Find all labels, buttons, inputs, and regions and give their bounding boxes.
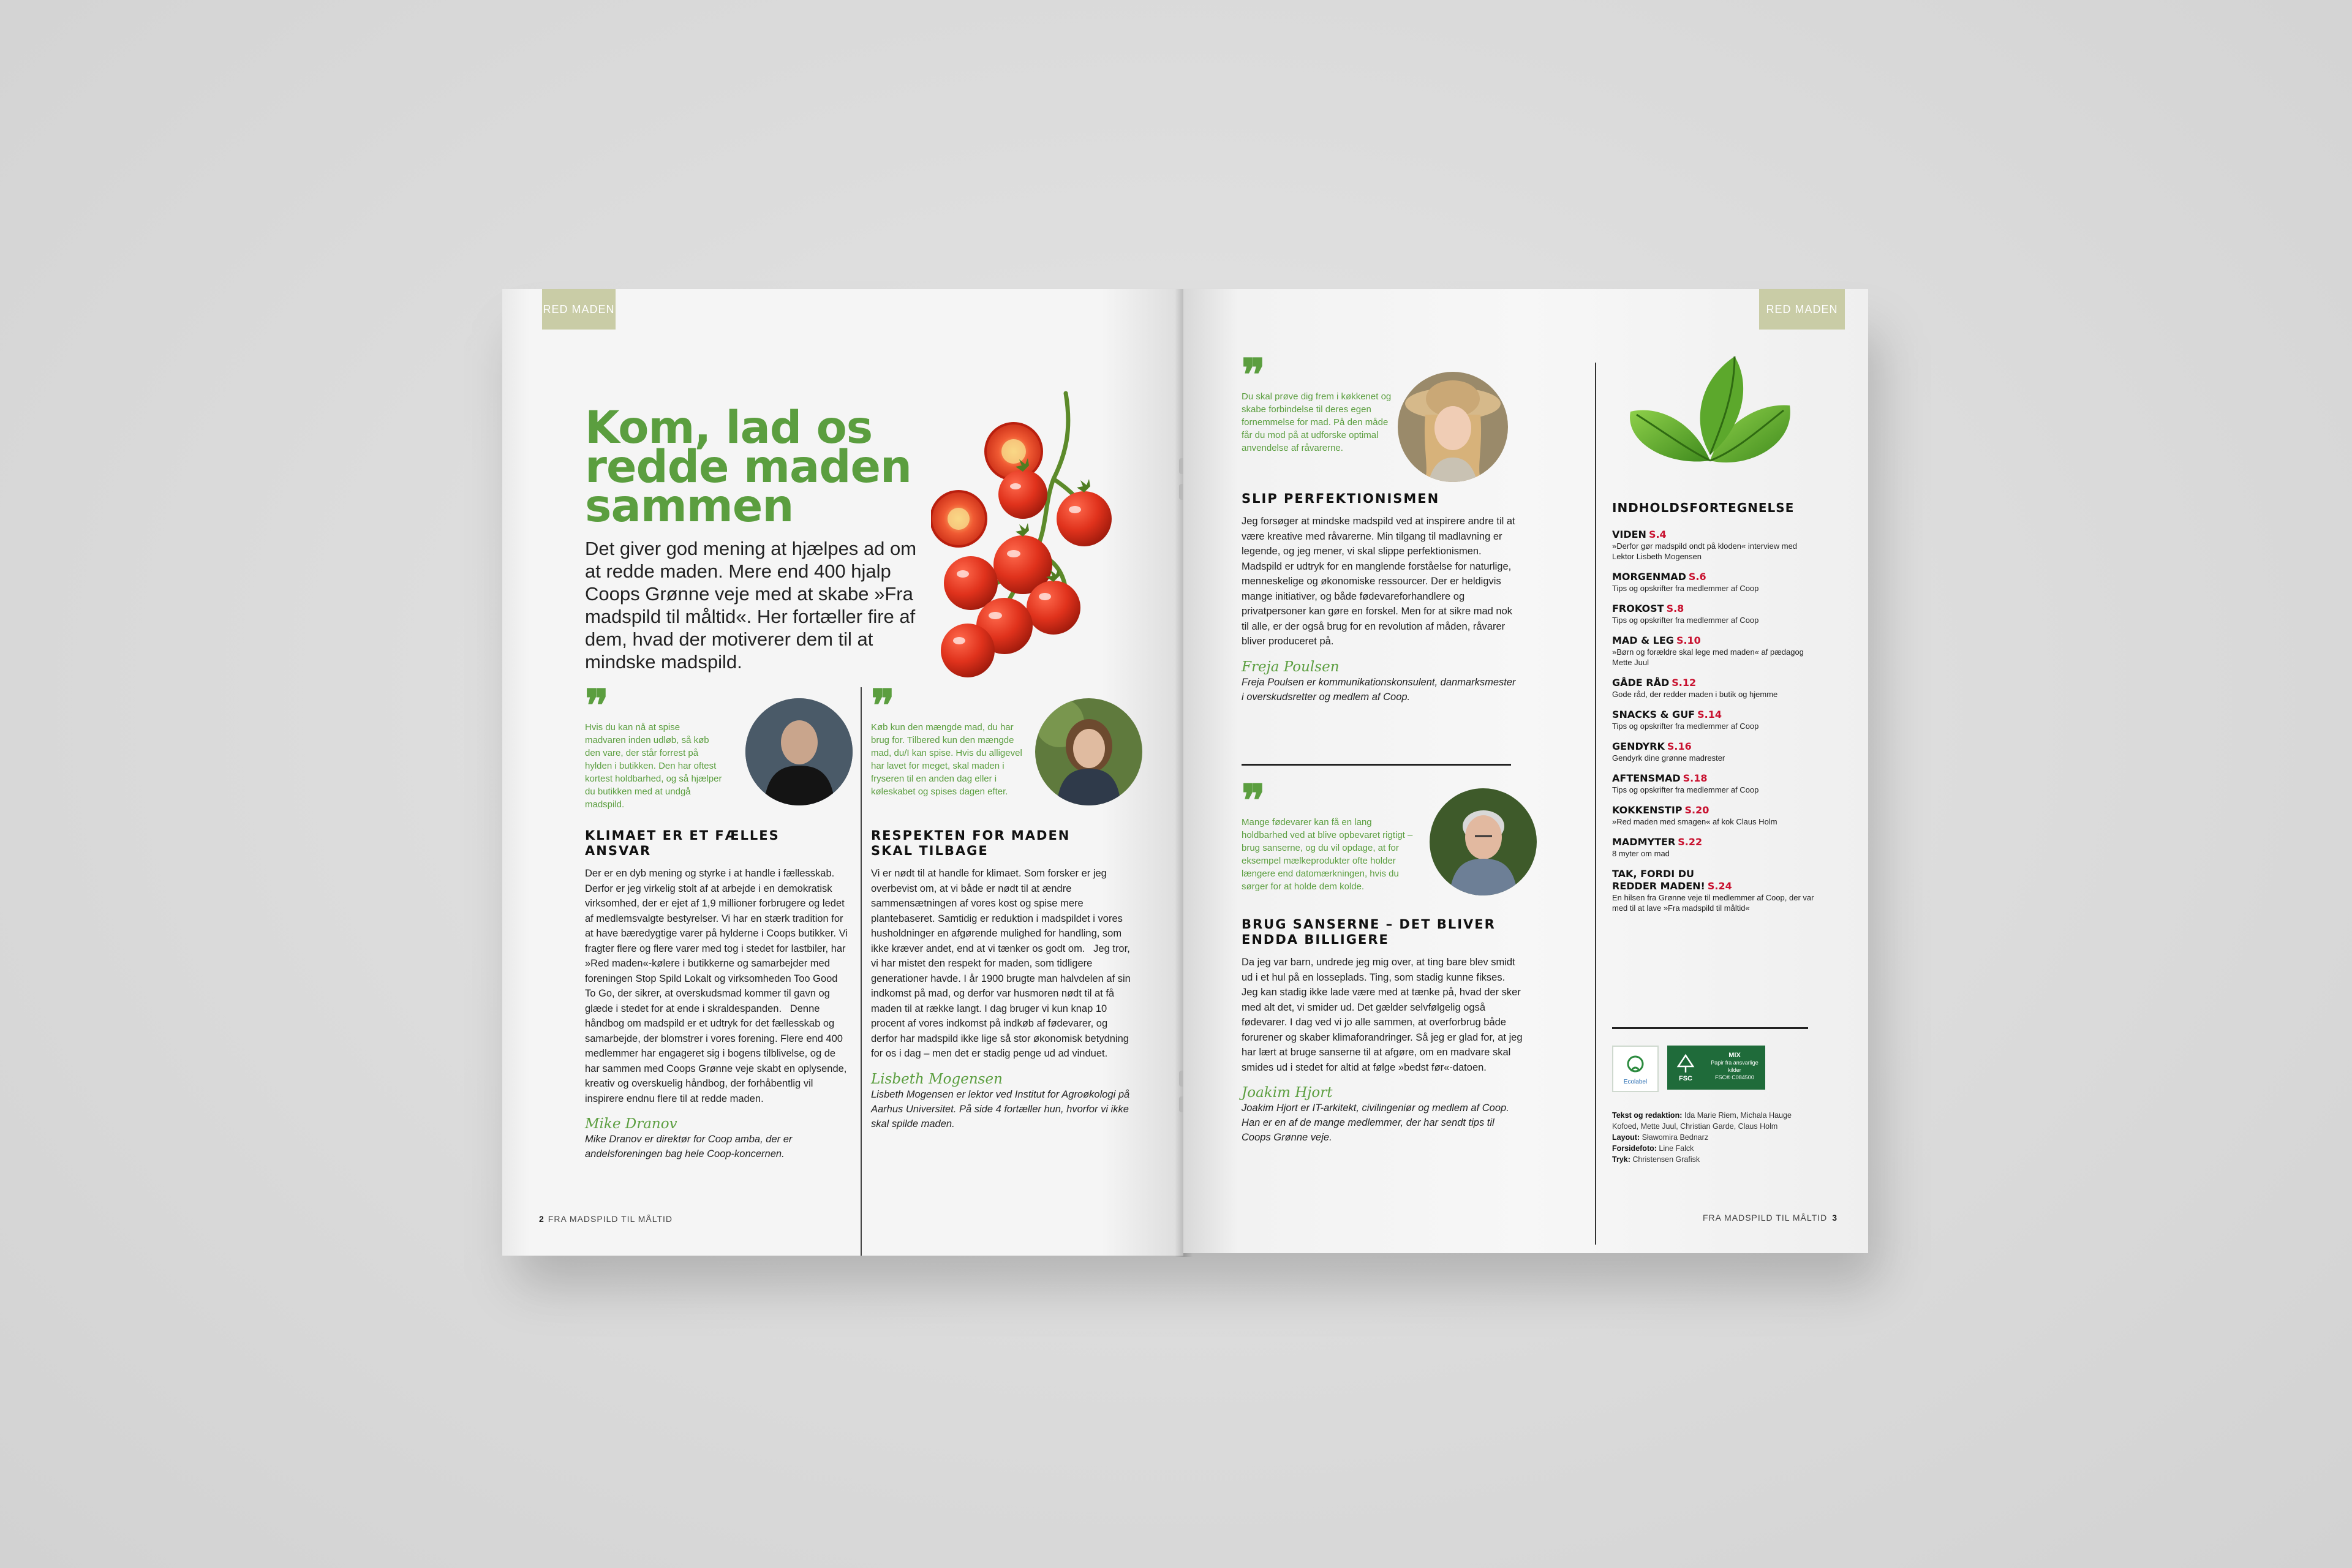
toc-item-page: S.8 <box>1666 603 1684 614</box>
table-of-contents <box>1612 500 1814 913</box>
toc-item-page: S.12 <box>1672 677 1697 688</box>
pull-quote: Køb kun den mængde mad, du har brug for. Tilbered kun den mængde mad, du/I kan spise. Hvis du alligevel har lavet for meget, skal maden i fryseren til en anden dag eller i køleskabet og spises dagen efter. <box>871 722 1022 797</box>
fsc-mix: MIX <box>1728 1052 1741 1059</box>
toc-item-page: S.20 <box>1684 804 1709 816</box>
toc-title: INDHOLDSFORTEGNELSE <box>1612 500 1795 515</box>
footer-title: FRA MADSPILD TIL MÅLTID <box>1702 1213 1828 1223</box>
page-footer <box>539 1214 673 1224</box>
toc-item-name: KOKKENSTIP <box>1612 804 1683 816</box>
portrait-lisbeth-mogensen <box>1035 698 1142 805</box>
toc-item-name: SNACKS & GUF <box>1612 709 1695 720</box>
credits <box>1612 1110 1808 1165</box>
column-lisbeth-body <box>871 828 1134 1131</box>
fsc-label: FSC <box>1679 1075 1692 1082</box>
footer-title: FRA MADSPILD TIL MÅLTID <box>548 1214 673 1224</box>
column-divider <box>861 687 862 1256</box>
column-divider <box>1595 363 1596 1245</box>
toc-item-page: S.24 <box>1707 880 1732 892</box>
signature: Freja Poulsen <box>1242 658 1340 675</box>
toc-item[interactable] <box>1612 709 1814 731</box>
toc-item-name: MORGENMAD <box>1612 571 1686 582</box>
toc-item[interactable] <box>1612 741 1814 763</box>
toc-item-name: MADMYTER <box>1612 836 1676 848</box>
toc-item-name: GÅDE RÅD <box>1612 677 1670 688</box>
toc-item-page: S.22 <box>1678 836 1703 848</box>
toc-item-page: S.16 <box>1667 741 1692 752</box>
toc-item[interactable] <box>1612 635 1814 668</box>
column-heading: KLIMAET ER ET FÆLLES ANSVAR <box>585 828 780 858</box>
column-lisbeth <box>871 679 1030 798</box>
fsc-code: FSC® C084500 <box>1715 1074 1754 1080</box>
ecolabel-icon <box>1623 1053 1648 1079</box>
credit-label: Forsidefoto: <box>1612 1144 1657 1153</box>
intro-text: Det giver god mening at hjælpes ad om at redde maden. Mere end 400 hjalp Coops Grønne veje med at skabe »Fra madspild til måltid«. Her fortæller fire af dem, hvad der motiverer dem til at mindske madspild. <box>585 538 917 673</box>
toc-item[interactable] <box>1612 868 1814 913</box>
toc-item-desc: Tips og opskrifter fra medlemmer af Coop <box>1612 616 1759 625</box>
toc-item-page: S.18 <box>1683 772 1708 784</box>
toc-item-desc: Gode råd, der redder maden i butik og hjemme <box>1612 690 1778 699</box>
toc-item-desc: »Derfor gør madspild ondt på kloden« interview med Lektor Lisbeth Mogensen <box>1612 541 1798 561</box>
page-footer <box>1703 1213 1838 1223</box>
toc-item-desc: Tips og opskrifter fra medlemmer af Coop <box>1612 785 1759 794</box>
column-heading: BRUG SANSERNE – DET BLIVER ENDDA BILLIGERE <box>1242 917 1496 947</box>
credit-value: Ida Marie Riem, Michala Hauge Kofoed, Mette Juul, Christian Garde, Claus Holm <box>1612 1111 1792 1131</box>
column-mike <box>585 679 763 811</box>
credit-value: Line Falck <box>1659 1144 1694 1153</box>
headline: Kom, lad os redde maden sammen <box>585 402 912 532</box>
pull-quote: Hvis du kan nå at spise madvaren inden udløb, så køb den vare, der står forrest på hylden i butikken. Den har oftest kortest holdbarhed, og så hjælper du butikken med at undgå madspild. <box>585 722 722 810</box>
toc-item[interactable] <box>1612 804 1814 827</box>
toc-item[interactable] <box>1612 677 1814 699</box>
column-heading: RESPEKTEN FOR MADEN SKAL TILBAGE <box>871 828 1071 858</box>
column-freja <box>1242 349 1401 454</box>
quote-mark-icon: ❞ <box>585 679 609 731</box>
toc-item-name: MAD & LEG <box>1612 635 1674 646</box>
signature: Mike Dranov <box>585 1116 677 1132</box>
column-mike-body <box>585 828 848 1161</box>
toc-item-name: GENDYRK <box>1612 741 1665 752</box>
section-tab: RED MADEN <box>542 289 616 330</box>
portrait-joakim-hjort <box>1430 788 1537 895</box>
section-tab: RED MADEN <box>1759 289 1845 330</box>
fsc-tree-icon <box>1675 1053 1697 1075</box>
fsc-logo <box>1667 1046 1765 1090</box>
toc-item-desc: Tips og opskrifter fra medlemmer af Coop <box>1612 722 1759 731</box>
page-number: 3 <box>1832 1213 1838 1223</box>
column-joakim-body <box>1242 917 1523 1145</box>
quote-mark-icon: ❞ <box>1242 349 1265 401</box>
column-body: Der er en dyb mening og styrke i at handle i fællesskab. Derfor er jeg virkelig stolt af at arbejde i en demokratisk virksomhed, der er ejet af 1,9 millioner forbrugere og ledet af medlemsvalgte bestyrelser. Vi har en stærk tradition for at have bæredygtige varer på hylderne i Coops butikker. Vi fragter flere og flere varer med tog i stedet for lastbiler, har »Red maden«-kølere i butikkerne og samarbejder med foreningen Stop Spild Lokalt og virksomheden Too Good To Go, der sikrer, at overskudsmad kommer til gavn og glæde i stedet for at ende i skraldespanden. Denne håndbog om madspild er et udtryk for det fællesskab og samarbejde, der blomstrer i vores forening. Flere end 400 medlemmer har engageret sig i bogens tilblivelse, og de har sammen med Coops Grønne veje skabt en oplysende, kreativ og overskuelig håndbog, der forhåbentlig vil inspirere endnu flere til at redde maden. <box>585 868 848 1104</box>
toc-item-name: AFTENSMAD <box>1612 772 1681 784</box>
toc-item[interactable] <box>1612 772 1814 795</box>
right-page <box>1183 289 1868 1253</box>
toc-item-page: S.10 <box>1676 635 1701 646</box>
credit-value: Sławomira Bednarz <box>1642 1133 1709 1142</box>
column-joakim <box>1242 774 1419 893</box>
toc-item-desc: 8 myter om mad <box>1612 849 1670 858</box>
column-body: Da jeg var barn, undrede jeg mig over, at ting bare blev smidt ud i et hul på en losseplads. Ting, som stadig kunne fikses. Jeg kan stadig ikke lade være med at tænke på, hvad der sker med alt det, vi smider ud. Det gælder selvfølgelig også fødevarer. I dag ved vi jo alle sammen, at overforbrug både forurener og skaber klimaforandringer. Så jeg er glad for, at jeg har lært at bruge sanserne til at afgøre, om en madvare skal smides ud i stedet for altid at følge »bedst før«-datoen. <box>1242 957 1523 1073</box>
tomato-vine-image <box>931 381 1183 724</box>
credit-label: Tekst og redaktion: <box>1612 1111 1683 1120</box>
ecolabel-logo <box>1612 1046 1659 1092</box>
column-body: Jeg forsøger at mindske madspild ved at inspirere andre til at være kreative med råvarerne. Min tilgang til madlavning er legende, og jeg mener, vi skal slippe perfektionismen. Madspild er udtryk for en manglende forståelse for naturlige, menneskelige og økonomiske ressourcer. Der er heldigvis mange initiativer, og både fødevareforhandlere og privatpersoner kan gøre en forskel. Men for at sikre mad nok til alle, er der også brug for en revolution af måden, råvarer bliver produceret på. <box>1242 516 1515 647</box>
column-heading: SLIP PERFEKTIONISMEN <box>1242 491 1440 506</box>
portrait-freja-poulsen <box>1398 372 1508 482</box>
section-divider <box>1242 764 1511 766</box>
fsc-text: Papir fra ansvarlige kilder <box>1711 1060 1758 1073</box>
signature: Lisbeth Mogensen <box>871 1071 1003 1087</box>
credit-label: Tryk: <box>1612 1155 1630 1164</box>
toc-item-name: TAK, FORDI DU REDDER MADEN! <box>1612 868 1705 892</box>
toc-item-desc: »Red maden med smagen« af kok Claus Holm <box>1612 817 1777 826</box>
left-page <box>502 289 1183 1256</box>
toc-item[interactable] <box>1612 603 1814 625</box>
ecolabel-label: Ecolabel <box>1623 1078 1648 1085</box>
credit-label: Layout: <box>1612 1133 1640 1142</box>
toc-item[interactable] <box>1612 571 1814 594</box>
toc-item-desc: Gendyrk dine grønne madrester <box>1612 753 1725 763</box>
column-freja-body <box>1242 491 1520 704</box>
basil-leaves-image <box>1618 338 1802 473</box>
toc-item-desc: Tips og opskrifter fra medlemmer af Coop <box>1612 584 1759 593</box>
signature: Joakim Hjort <box>1242 1085 1333 1101</box>
column-body: Vi er nødt til at handle for klimaet. Som forsker er jeg overbevist om, at vi både er nødt til at ændre sammensætningen af vores kost og spise mere plantebaseret. Samtidig er reduktion i madspildet i vores husholdninger en afgørende mulighed for handling, som ikke kræver andet, end at vi tænker os godt om. Jeg tror, vi har mistet den respekt for maden, som tidligere generationer havde. I år 1900 brugte man halvdelen af sin indkomst på mad, og derfor var husmoren nødt til at få maden til at række langt. I dag bruger vi kun knap 10 procent af vores indkomst på indkøb af fødevarer, og derfor har madspild ikke lige så stor økonomisk betydning for os i dag – men det er stadig penge ud ad vinduet. <box>871 868 1131 1059</box>
credit-value: Christensen Grafisk <box>1632 1155 1700 1164</box>
toc-item-name: VIDEN <box>1612 529 1646 540</box>
toc-item-page: S.4 <box>1648 529 1667 540</box>
pull-quote: Du skal prøve dig frem i køkkenet og skabe forbindelse til deres egen fornemmelse for mad. På den måde får du mod på at udforske optimal anvendelse af råvarerne. <box>1242 391 1392 453</box>
author-bio: Lisbeth Mogensen er lektor ved Institut for Agroøkologi på Aarhus Universitet. På side 4 fortæller hun, hvorfor vi ikke skal spilde maden. <box>871 1088 1130 1129</box>
author-bio: Mike Dranov er direktør for Coop amba, der er andelsforeningen bag hele Coop-koncernen. <box>585 1134 793 1159</box>
toc-item-page: S.14 <box>1697 709 1722 720</box>
toc-item-page: S.6 <box>1688 571 1706 582</box>
toc-item-desc: »Børn og forældre skal lege med maden« af pædagog Mette Juul <box>1612 647 1804 667</box>
author-bio: Freja Poulsen er kommunikationskonsulent, danmarksmester i overskudsretter og medlem af Coop. <box>1242 676 1516 703</box>
page-number: 2 <box>539 1214 545 1224</box>
toc-item[interactable] <box>1612 529 1814 562</box>
toc-divider <box>1612 1027 1808 1029</box>
author-bio: Joakim Hjort er IT-arkitekt, civilingeniør og medlem af Coop. Han er en af de mange medlemmer, der har sendt tips til Coops Grønne veje. <box>1242 1102 1509 1143</box>
portrait-mike-dranov <box>745 698 853 805</box>
quote-mark-icon: ❞ <box>871 679 895 731</box>
toc-item-name: FROKOST <box>1612 603 1664 614</box>
toc-item-desc: En hilsen fra Grønne veje til medlemmer af Coop, der var med til at lave »Fra madspild til måltid« <box>1612 893 1814 913</box>
quote-mark-icon: ❞ <box>1242 774 1265 826</box>
toc-item[interactable] <box>1612 836 1814 859</box>
pull-quote: Mange fødevarer kan få en lang holdbarhed ved at blive opbevaret rigtigt – brug sanserne, og du vil opdage, at for eksempel mælkeprodukter ofte holder længere end datomærkningen, hvis du sørger for at holde dem kolde. <box>1242 817 1413 892</box>
